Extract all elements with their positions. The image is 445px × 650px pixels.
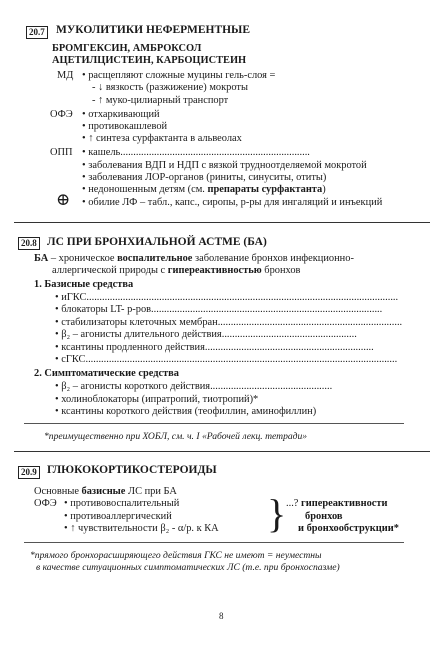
annotation: ...? гипереактивности [286,498,388,509]
footnote: *прямого бронхорасширяющего действия ГКС не имеют = неуместны [30,550,322,561]
section-number: 20.8 [18,237,40,250]
ofe-item: • ↑ синтеза сурфактанта в альвеолах [82,133,242,144]
intro: Основные базисные ЛС при БА [34,486,177,497]
ofe-item: • противовоспалительный [64,498,180,509]
opp-item: • кашель......................................................................... [82,147,310,158]
footnote: в качестве ситуационных симптоматических ЛС (т.е. при бронхоспазме) [36,562,340,573]
divider [14,222,430,223]
footnote: *преимущественно при ХОБЛ, см. ч. I «Рабочей лекц. тетради» [44,431,308,442]
ofe-label: ОФЭ [34,498,57,509]
footnote-rule [24,542,404,543]
page-number: 8 [219,611,224,621]
section-number: 20.7 [26,26,48,39]
section-title: МУКОЛИТИКИ НЕФЕРМЕНТНЫЕ [56,24,251,36]
list-item: • холиноблокаторы (ипратропий, тиотропий)* [55,394,259,405]
definition: БА – хроническое воспалительное заболевание бронхов инфекционно- [34,253,354,264]
drug-list: АЦЕТИЛЦИСТЕИН, КАРБОЦИСТЕИН [52,55,247,66]
list-item: • сГКС........................................................................................................................ [55,354,398,365]
ofe-label: ОФЭ [50,109,73,120]
divider [14,451,430,452]
list-item: • ксантины продленного действия................................................................. [55,342,374,353]
list-item: • блокаторы LT- р-ров......................................................................................... [55,304,383,315]
list-item: • ксантины короткого действия (теофиллин, аминофиллин) [55,406,317,417]
md-item: - ↑ муко-цилиарный транспорт [92,95,229,106]
md-item: • расщепляют сложные муцины гель-слоя = [82,70,276,81]
plus-item: • обилие ЛФ – табл., капс., сиропы, р-ры для ингаляций и инъекций [82,197,383,208]
list-item: • стабилизаторы клеточных мембран....................................................................... [55,317,403,328]
right-brace-icon: } [267,491,287,536]
opp-item: • заболевания ВДП и НДП с вязкой трудноотделяемой мокротой [82,160,367,171]
opp-item: • заболевания ЛОР-органов (риниты, синуситы, отиты) [82,172,327,183]
annotation: и бронхообструкции* [298,523,399,534]
subheading: 1. Базисные средства [34,279,134,290]
md-item: - ↓ вязкость (разжижение) мокроты [92,82,248,93]
md-label: МД [57,70,74,81]
section-number: 20.9 [18,466,40,479]
drug-list: БРОМГЕКСИН, АМБРОКСОЛ [52,43,202,54]
footnote-rule [24,423,404,424]
section-title: ГЛЮКОКОРТИКОСТЕРОИДЫ [47,464,217,476]
subheading: 2. Симптоматические средства [34,368,179,379]
definition: аллергической природы с гипереактивностью бронхов [52,265,301,276]
opp-label: ОПП [50,147,73,158]
list-item: • иГКС........................................................................................................................ [55,292,399,303]
ofe-item: • ↑ чувствительности β₂ - α/р. к КА [64,523,219,534]
annotation: бронхов [305,511,343,522]
section-title: ЛС ПРИ БРОНХИАЛЬНОЙ АСТМЕ (БА) [47,236,267,248]
list-item: • β₂ – агонисты длительного действия.................................................... [55,329,357,340]
ofe-item: • отхаркивающий [82,109,160,120]
list-item: • β₂ – агонисты короткого действия............................................... [55,381,333,392]
opp-item: • недоношенным детям (см. препараты сурфактанта) [82,184,326,195]
ofe-item: • противоаллергический [64,511,172,522]
plus-icon: ⊕ [56,190,71,209]
ofe-item: • противокашлевой [82,121,168,132]
